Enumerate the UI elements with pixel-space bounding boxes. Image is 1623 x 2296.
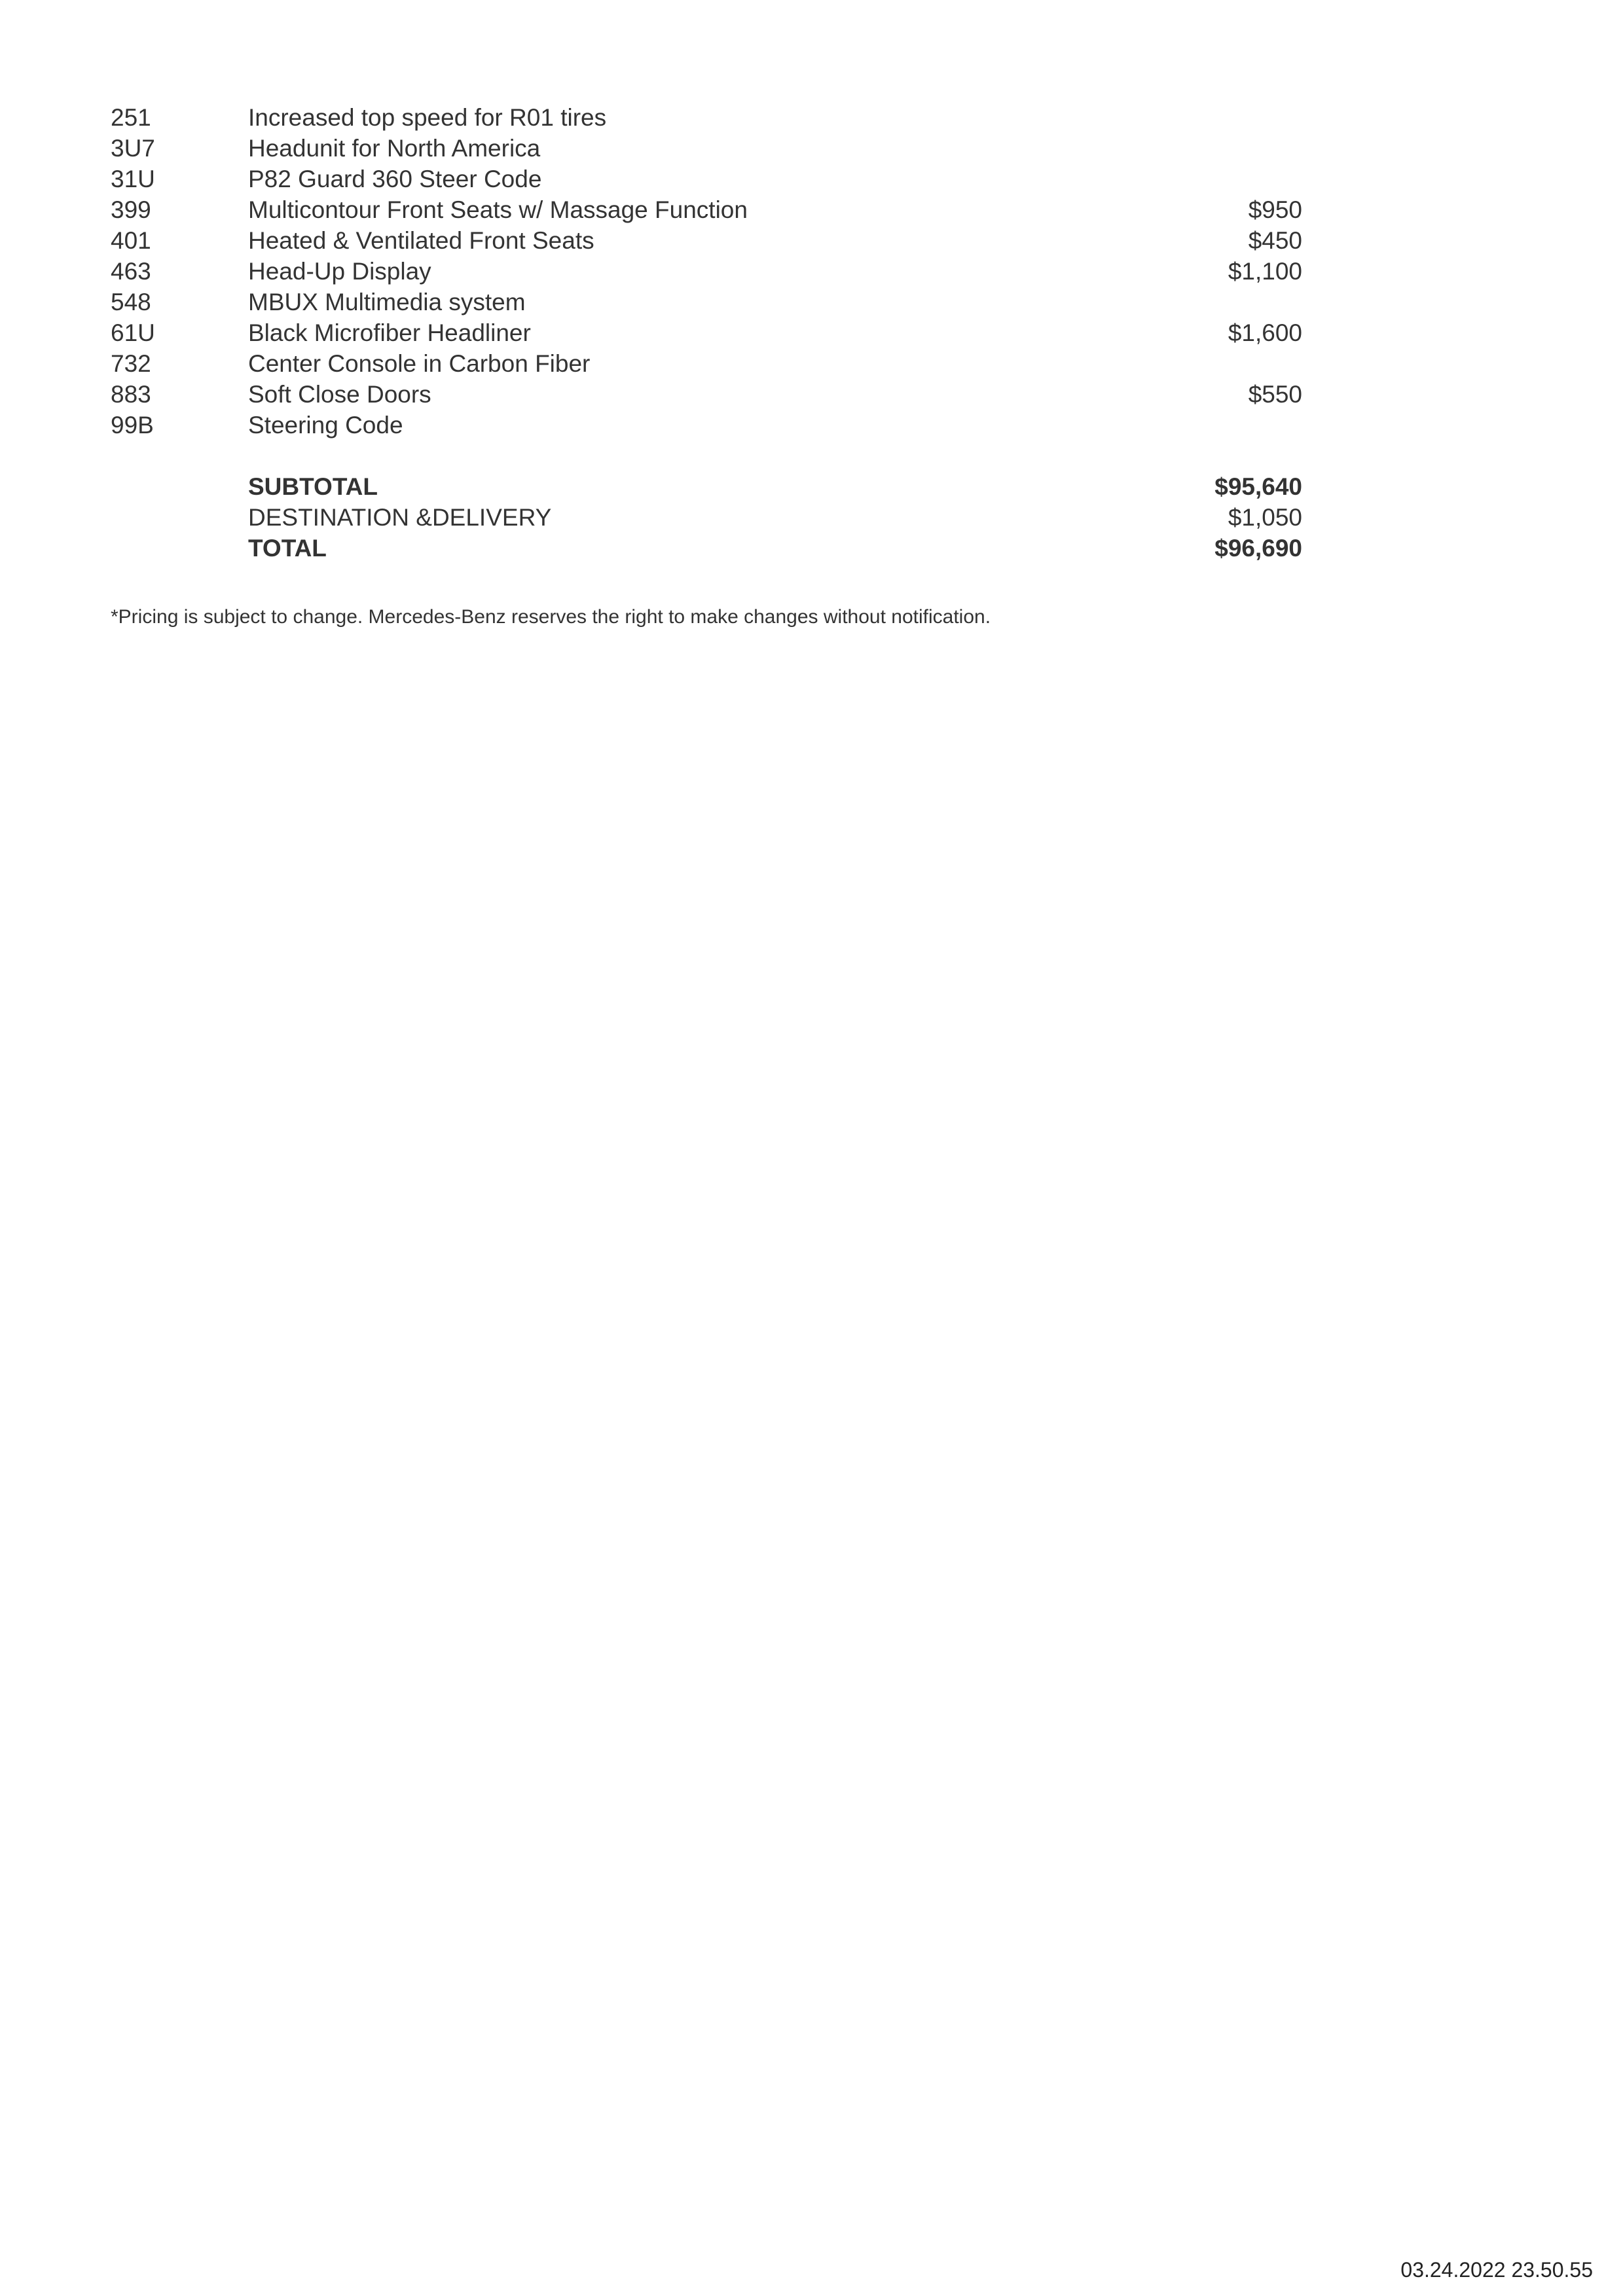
subtotal-label: SUBTOTAL [248, 473, 378, 500]
option-code: 31U [111, 166, 155, 192]
option-code: 883 [111, 381, 151, 408]
option-row [111, 348, 1302, 379]
option-row [111, 102, 1302, 133]
option-row [111, 287, 1302, 317]
totals-block [111, 471, 1302, 564]
option-code: 251 [111, 104, 151, 131]
option-price: $450 [1248, 227, 1302, 254]
option-description: P82 Guard 360 Steer Code [248, 166, 542, 192]
option-row [111, 410, 1302, 440]
destination-row [111, 502, 1302, 533]
options-list [111, 102, 1302, 440]
option-code: 61U [111, 319, 155, 346]
destination-label: DESTINATION &DELIVERY [248, 504, 552, 531]
print-timestamp: 03.24.2022 23.50.55 [1400, 2258, 1593, 2282]
option-description: Head-Up Display [248, 258, 431, 285]
option-row [111, 256, 1302, 287]
option-price: $1,600 [1228, 319, 1302, 346]
option-row [111, 133, 1302, 164]
option-row [111, 194, 1302, 225]
pricing-disclaimer: *Pricing is subject to change. Mercedes-Benz reserves the right to make changes without notification. [111, 606, 991, 628]
option-code: 399 [111, 196, 151, 223]
option-code: 732 [111, 350, 151, 377]
option-row [111, 164, 1302, 194]
option-description: Soft Close Doors [248, 381, 431, 408]
option-row [111, 379, 1302, 410]
option-description: Steering Code [248, 412, 403, 439]
option-code: 463 [111, 258, 151, 285]
option-code: 3U7 [111, 135, 155, 162]
option-description: Center Console in Carbon Fiber [248, 350, 591, 377]
option-description: Heated & Ventilated Front Seats [248, 227, 594, 254]
option-description: Headunit for North America [248, 135, 541, 162]
total-row [111, 533, 1302, 564]
option-price: $1,100 [1228, 258, 1302, 285]
option-code: 401 [111, 227, 151, 254]
subtotal-value: $95,640 [1214, 473, 1302, 500]
option-description: Increased top speed for R01 tires [248, 104, 607, 131]
option-row [111, 225, 1302, 256]
subtotal-row [111, 471, 1302, 502]
option-code: 99B [111, 412, 154, 439]
option-description: Multicontour Front Seats w/ Massage Function [248, 196, 748, 223]
total-value: $96,690 [1214, 535, 1302, 562]
option-price: $550 [1248, 381, 1302, 408]
option-description: MBUX Multimedia system [248, 289, 526, 315]
destination-value: $1,050 [1228, 504, 1302, 531]
total-label: TOTAL [248, 535, 327, 562]
option-price: $950 [1248, 196, 1302, 223]
option-row [111, 317, 1302, 348]
option-code: 548 [111, 289, 151, 315]
option-description: Black Microfiber Headliner [248, 319, 531, 346]
